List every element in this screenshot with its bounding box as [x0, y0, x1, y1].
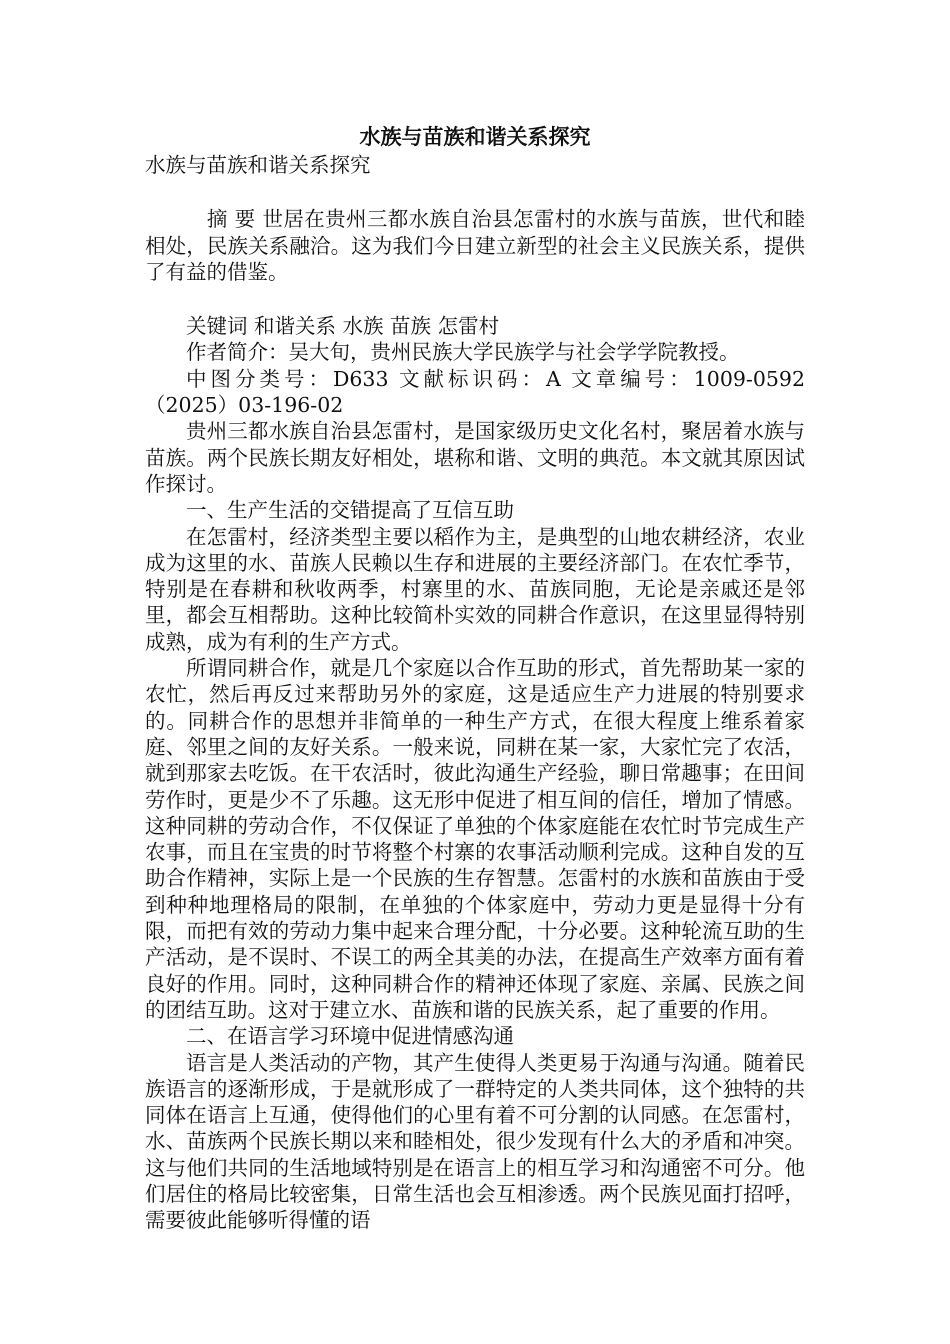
- author-line: 作者简介：吴大旬，贵州民族大学民族学与社会学学院教授。: [186, 340, 740, 365]
- section-1-paragraph-1: 在怎雷村，经济类型主要以稻作为主，是典型的山地农耕经济，农业成为这里的水、苗族人民赖以生存和进展的主要经济部门。在农忙季节，特别是在春耕和秋收两季，村寨里的水、苗族同胞，无论是亲戚还是邻里，都会互相帮助。这种比较简朴实效的同耕合作意识，在这里显得特别成熟，成为有利的生产方式。: [145, 524, 805, 654]
- document-subtitle: 水族与苗族和谐关系探究: [145, 153, 371, 177]
- section-1-heading: 一、生产生活的交错提高了互信互助: [186, 498, 514, 523]
- document-title: 水族与苗族和谐关系探究: [359, 124, 591, 149]
- classification-line: 中图分类号：D633 文献标识码：A 文章编号：1009-0592（2025）03-196-02: [145, 366, 805, 418]
- intro-paragraph: 贵州三都水族自治县怎雷村，是国家级历史文化名村，聚居着水族与苗族。两个民族长期友好相处，堪称和谐、文明的典范。本文就其原因试作探讨。: [145, 419, 805, 496]
- section-2-heading: 二、在语言学习环境中促进情感沟通: [186, 1024, 514, 1049]
- section-2-paragraph-1: 语言是人类活动的产物，其产生使得人类更易于沟通与沟通。随着民族语言的逐渐形成，于是就形成了一群特定的人类共同体，这个独特的共同体在语言上互通，使得他们的心里有着不可分割的认同感。在怎雷村，水、苗族两个民族长期以来和睦相处，很少发现有什么大的矛盾和冲突。这与他们共同的生活地域特别是在语言上的相互学习和沟通密不可分。他们居住的格局比较密集，日常生活也会互相渗透。两个民族见面打招呼，需要彼此能够听得懂的语: [145, 1050, 805, 1233]
- keywords-line: 关键词 和谐关系 水族 苗族 怎雷村: [186, 314, 500, 339]
- abstract-paragraph: 摘 要 世居在贵州三都水族自治县怎雷村的水族与苗族，世代和睦相处，民族关系融洽。这为我们今日建立新型的社会主义民族关系，提供了有益的借鉴。: [145, 207, 805, 284]
- section-1-paragraph-2: 所谓同耕合作，就是几个家庭以合作互助的形式，首先帮助某一家的农忙，然后再反过来帮助另外的家庭，这是适应生产力进展的特别要求的。同耕合作的思想并非简单的一种生产方式，在很大程度上维系着家庭、邻里之间的友好关系。一般来说，同耕在某一家，大家忙完了农活，就到那家去吃饭。在干农活时，彼此沟通生产经验，聊日常趣事；在田间劳作时，更是少不了乐趣。这无形中促进了相互间的信任，增加了情感。这种同耕的劳动合作，不仅保证了单独的个体家庭能在农忙时节完成生产农事，而且在宝贵的时节将整个村寨的农事活动顺利完成。这种自发的互助合作精神，实际上是一个民族的生存智慧。怎雷村的水族和苗族由于受到种种地理格局的限制，在单独的个体家庭中，劳动力更是显得十分有限，而把有效的劳动力集中起来合理分配，十分必要。这种轮流互助的生产活动，是不误时、不误工的两全其美的办法，在提高生产效率方面有着良好的作用。同时，这种同耕合作的精神还体现了家庭、亲属、民族之间的团结互助。这对于建立水、苗族和谐的民族关系，起了重要的作用。: [145, 656, 805, 1022]
- document-page: [145, 122, 805, 1234]
